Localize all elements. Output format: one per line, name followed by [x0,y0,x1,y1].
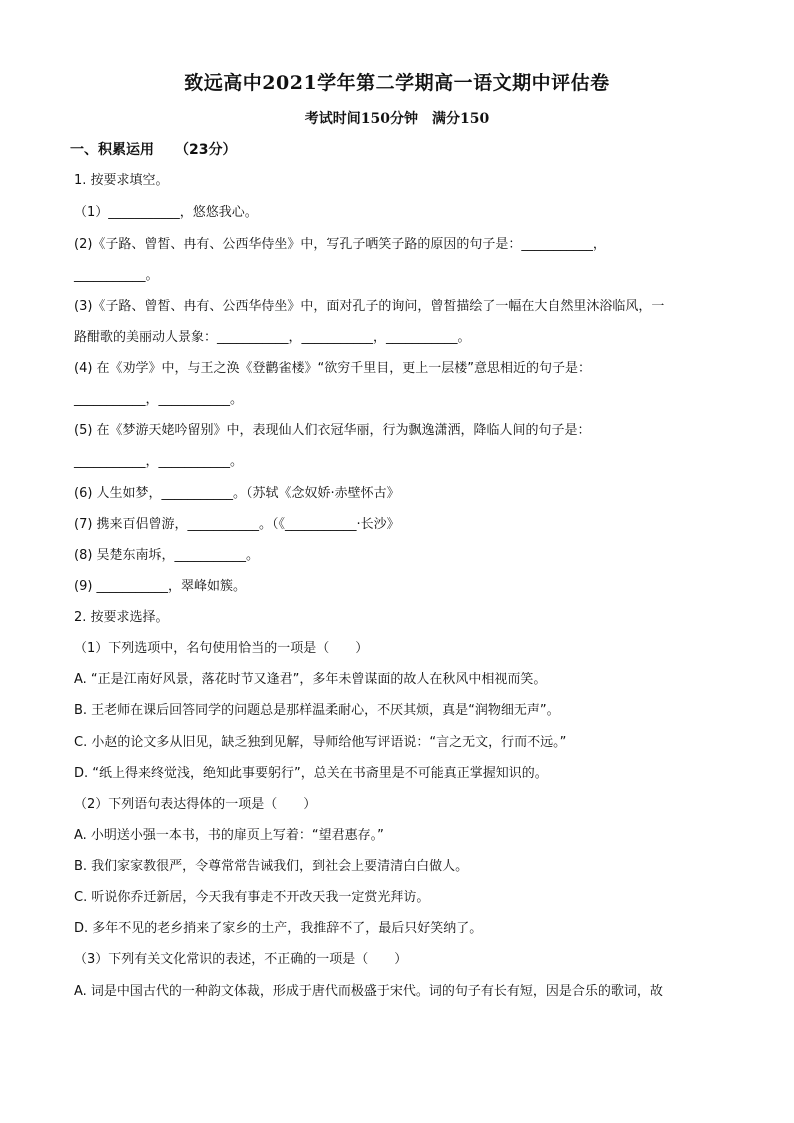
question-1-3-cont: 路酣歌的美丽动人景象：___________，___________，___________。 [74,330,471,345]
question-1-3: (3)《子路、曾皙、冉有、公西华侍坐》中，面对孔子的询问，曾皙描绘了一幅在大自然里沐浴临风，一 [74,299,665,314]
question-1-1: （1）___________，悠悠我心。 [74,205,258,220]
option-2-1-b: B. 王老师在课后回答同学的问题总是那样温柔耐心，不厌其烦，真是“润物细无声”。 [74,703,560,718]
question-2-2: （2）下列语句表达得体的一项是（ ） [74,797,317,812]
option-2-2-d: D. 多年不见的老乡捎来了家乡的土产，我推辞不了，最后只好笑纳了。 [74,921,483,936]
question-1-7: (7) 携来百侣曾游，___________。（《___________·长沙》 [74,517,400,532]
question-1-5: (5) 在《梦游天姥吟留别》中，表现仙人们衣冠华丽，行为飘逸潇洒，降临人间的句子是： [74,423,591,438]
exam-title: 致远高中2021学年第二学期高一语文期中评估卷 [184,72,610,94]
question-1-heading: 1. 按要求填空。 [74,173,169,188]
option-2-1-a: A. “正是江南好风景，落花时节又逢君”，多年未曾谋面的故人在秋风中相视而笑。 [74,672,547,687]
question-1-2-cont: ___________。 [74,268,159,283]
question-2-3: （3）下列有关文化常识的表述，不正确的一项是（ ） [74,952,408,967]
exam-subtitle: 考试时间150分钟 满分150 [304,111,490,127]
option-2-1-d: D. “纸上得来终觉浅，绝知此事要躬行”，总关在书斋里是不可能真正掌握知识的。 [74,766,548,781]
option-2-2-b: B. 我们家家教很严，令尊常常告诫我们，到社会上要清清白白做人。 [74,859,469,874]
option-2-1-c: C. 小赵的论文多从旧见，缺乏独到见解，导师给他写评语说：“言之无文，行而不远。” [74,735,567,750]
question-2-1: （1）下列选项中，名句使用恰当的一项是（ ） [74,641,369,656]
question-1-5-cont: ___________，___________。 [74,454,244,469]
option-2-3-a: A. 词是中国古代的一种韵文体裁，形成于唐代而极盛于宋代。词的句子有长有短，因是合乐的歌词，故 [74,984,663,999]
question-1-9: (9) ___________，翠峰如簇。 [74,579,247,594]
option-2-2-a: A. 小明送小强一本书，书的扉页上写着：“望君惠存。” [74,828,384,843]
question-1-4: (4) 在《劝学》中，与王之涣《登鹳雀楼》“欲穷千里目，更上一层楼”意思相近的句子是： [74,361,592,376]
question-1-4-cont: ___________，___________。 [74,392,244,407]
question-1-6: (6) 人生如梦，___________。（苏轼《念奴娇·赤壁怀古》 [74,486,400,501]
section-heading: 一、积累运用 （23分） [70,142,237,158]
question-1-8: (8) 吴楚东南坼，___________。 [74,548,260,563]
question-2-heading: 2. 按要求选择。 [74,610,169,625]
option-2-2-c: C. 听说你乔迁新居，今天我有事走不开改天我一定赏光拜访。 [74,890,430,905]
question-1-2: (2)《子路、曾皙、冉有、公西华侍坐》中，写孔子哂笑子路的原因的句子是：___________， [74,237,606,252]
